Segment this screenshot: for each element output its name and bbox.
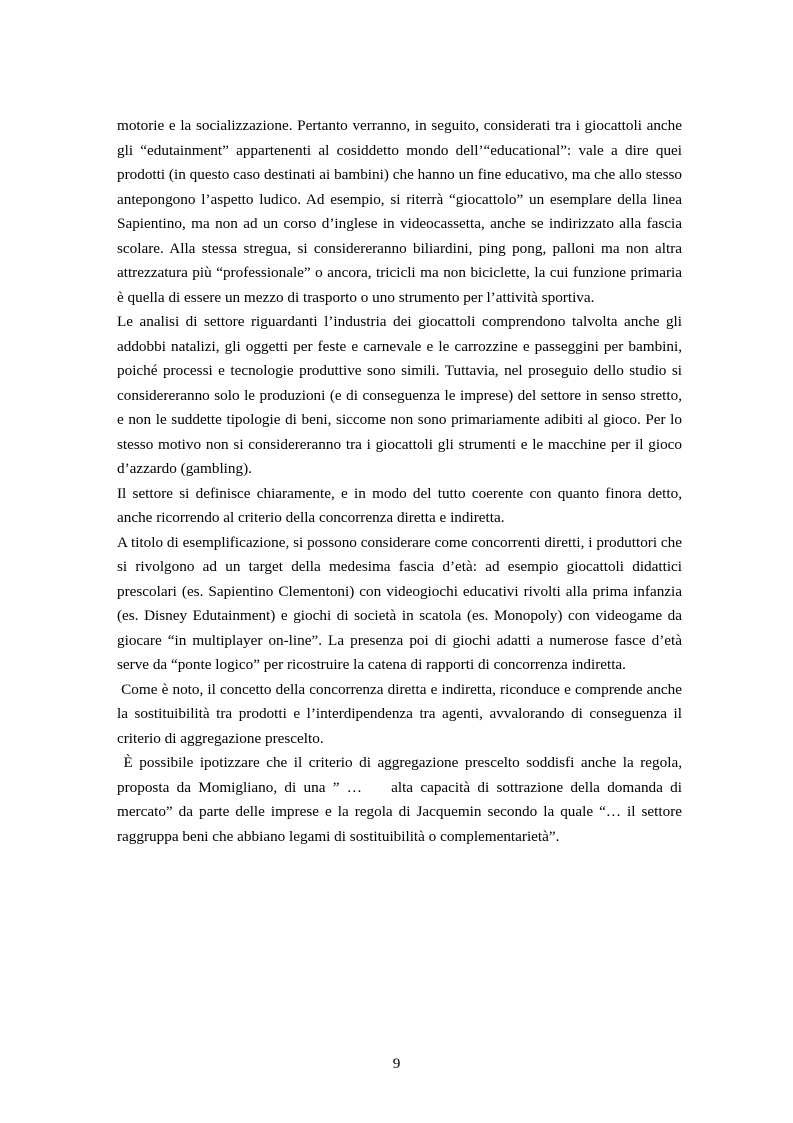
paragraph-1: motorie e la socializzazione. Pertanto verranno, in seguito, considerati tra i giocattoli anche gli “edutainment” appartenenti al cosiddetto mondo dell’“educational”: vale a dire quei prodotti (in questo caso destinati ai bambini) che hanno un fine educativo, ma che allo stesso antepongono l’aspetto ludico. Ad esempio, si riterrà “giocattolo” un esemplare della linea Sapientino, ma non ad un corso d’inglese in videocassetta, anche se indirizzato alla fascia scolare. Alla stessa stregua, si considereranno biliardini, ping pong, palloni ma non altra attrezzatura più “professionale” o ancora, tricicli ma non biciclette, la cui funzione primaria è quella di essere un mezzo di trasporto o uno strumento per l’attività sportiva. <box>117 117 682 306</box>
page-number: 9 <box>392 1055 401 1072</box>
page-body <box>117 114 686 849</box>
paragraph-4: A titolo di esemplificazione, si possono considerare come concorrenti diretti, i produttori che si rivolgono ad un target della medesima fascia d’età: ad esempio giocattoli didattici prescolari (es. Sapientino Clementoni) con videogiochi educativi rivolti alla prima infanzia (es. Disney Edutainment) e giochi di società in scatola (es. Monopoly) con videogame da giocare “in multiplayer on-line”. La presenza poi di giochi adatti a numerose fasce d’età serve da “ponte logico” per ricostruire la catena di rapporti di concorrenza indiretta. <box>117 533 682 673</box>
paragraph-2: Le analisi di settore riguardanti l’industria dei giocattoli comprendono talvolta anche gli addobbi natalizi, gli oggetti per feste e carnevale e le carrozzine e passeggini per bambini, poiché processi e tecnologie produttive sono simili. Tuttavia, nel proseguio dello studio si considereranno solo le produzioni (e di conseguenza le imprese) del settore in senso stretto, e non le suddette tipologie di beni, siccome non sono primariamente adibiti al gioco. Per lo stesso motivo non si considereranno tra i giocattoli gli strumenti e le macchine per il gioco d’azzardo (gambling). <box>117 313 682 477</box>
paragraph-3: Il settore si definisce chiaramente, e in modo del tutto coerente con quanto finora detto, anche ricorrendo al criterio della concorrenza diretta e indiretta. <box>117 484 682 526</box>
paragraph-5: Come è noto, il concetto della concorrenza diretta e indiretta, riconduce e comprende anche la sostituibilità tra prodotti e l’interdipendenza tra agenti, avvalorando di conseguenza il criterio di aggregazione prescelto. <box>117 680 686 747</box>
paragraph-6: È possibile ipotizzare che il criterio di aggregazione prescelto soddisfi anche la regola, proposta da Momigliano, di una ” … alta capacità di sottrazione della domanda di mercato” da parte delle imprese e la regola di Jacquemin secondo la quale “… il settore raggruppa beni che abbiano legami di sostituibilità o complementarietà”. <box>117 754 686 845</box>
